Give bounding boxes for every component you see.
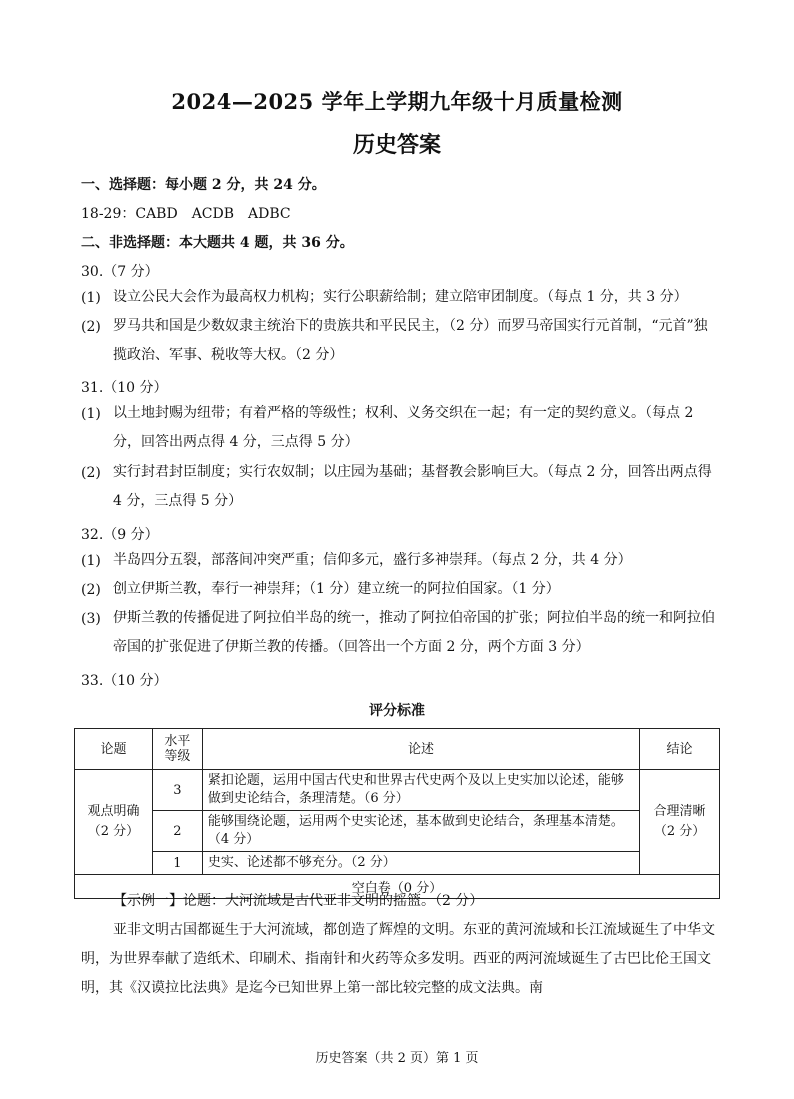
conclusion-cell: 合理清晰（2 分）	[640, 770, 720, 875]
item-number: (2)	[81, 319, 101, 335]
item-number: (2)	[81, 465, 101, 481]
section-2-heading: 二、非选择题：本大题共 4 题，共 36 分。	[81, 235, 354, 251]
description-cell: 能够围绕论题，运用两个史实论述，基本做到史论结合，条理基本清楚。（4 分）	[202, 811, 639, 852]
item-text: 设立公民大会作为最高权力机构；实行公职薪给制；建立陪审团制度。（每点 1 分，共 3 分）	[113, 289, 688, 305]
example-text: 亚非文明古国都诞生于大河流域，都创造了辉煌的文明。东亚的黄河流域和长江流域诞生了中华文明，为世界奉献了造纸术、印刷术、指南针和火药等众多发明。西亚的两河流域诞生了古巴比伦王国文明，其《汉谟拉比法典》是迄今已知世界上第一部比较完整的成文法典。南	[81, 922, 715, 996]
item-number: (1)	[81, 553, 101, 569]
level-cell: 1	[152, 852, 202, 875]
header-argument: 论述	[202, 729, 639, 770]
example-label	[81, 887, 721, 916]
question-30-label: 30.（7 分）	[81, 264, 159, 280]
header-topic: 论题	[75, 729, 153, 770]
item-text: 半岛四分五裂，部落间冲突严重；信仰多元，盛行多神崇拜。（每点 2 分，共 4 分）	[113, 552, 632, 568]
question-33-label: 33.（10 分）	[81, 673, 168, 689]
item-number: (1)	[81, 290, 101, 306]
item-text: 罗马共和国是少数奴隶主统治下的贵族共和平民民主，（2 分）而罗马帝国实行元首制，“元首”独揽政治、军事、税收等大权。（2 分）	[113, 318, 708, 363]
rubric-row-level-3	[75, 770, 720, 811]
rubric-row-level-2	[75, 811, 720, 852]
topic-cell: 观点明确（2 分）	[75, 770, 153, 875]
page-title: 2024—2025 学年上学期九年级十月质量检测	[171, 89, 623, 114]
item-text: 伊斯兰教的传播促进了阿拉伯半岛的统一，推动了阿拉伯帝国的扩张；阿拉伯半岛的统一和阿拉伯帝国的扩张促进了伊斯兰教的传播。（回答出一个方面 2 分，两个方面 3 分）	[113, 610, 715, 655]
description-cell: 紧扣论题，运用中国古代史和世界古代史两个及以上史实加以论述，能够做到史论结合，条理清楚。（6 分）	[202, 770, 639, 811]
item-text: 以土地封赐为纽带；有着严格的等级性；权利、义务交织在一起；有一定的契约意义。（每点 2 分，回答出两点得 4 分，三点得 5 分）	[113, 405, 694, 450]
question-31-label: 31.（10 分）	[81, 380, 168, 396]
level-cell: 2	[152, 811, 202, 852]
subject-title: 历史答案	[352, 132, 441, 158]
blank-paper-cell: 空白卷（0 分）	[75, 875, 720, 899]
rubric-row-level-1	[75, 852, 720, 875]
rubric-header-row	[75, 729, 720, 770]
choice-answers: 18-29：CABD ACDB ADBC	[81, 206, 291, 222]
item-text: 创立伊斯兰教，奉行一神崇拜；（1 分）建立统一的阿拉伯国家。（1 分）	[113, 581, 560, 597]
example-label-text: 【示例一】论题：大河流域是古代亚非文明的摇篮。（2 分）	[113, 893, 484, 909]
rubric-table	[74, 728, 720, 899]
description-cell: 史实、论述都不够充分。（2 分）	[202, 852, 639, 875]
rubric-title: 评分标准	[369, 703, 425, 719]
header-conclusion: 结论	[640, 729, 720, 770]
item-number: (1)	[81, 406, 101, 422]
page-footer: 历史答案（共 2 页）第 1 页	[315, 1051, 479, 1066]
section-1-heading: 一、选择题：每小题 2 分，共 24 分。	[81, 177, 326, 193]
item-number: (3)	[81, 611, 101, 627]
level-cell: 3	[152, 770, 202, 811]
question-32-label: 32.（9 分）	[81, 527, 159, 543]
item-number: (2)	[81, 582, 101, 598]
example-paragraph	[81, 916, 721, 1003]
item-text: 实行封君封臣制度；实行农奴制；以庄园为基础；基督教会影响巨大。（每点 2 分，回答出两点得 4 分，三点得 5 分）	[113, 464, 712, 509]
header-level: 水平等级	[152, 729, 202, 770]
